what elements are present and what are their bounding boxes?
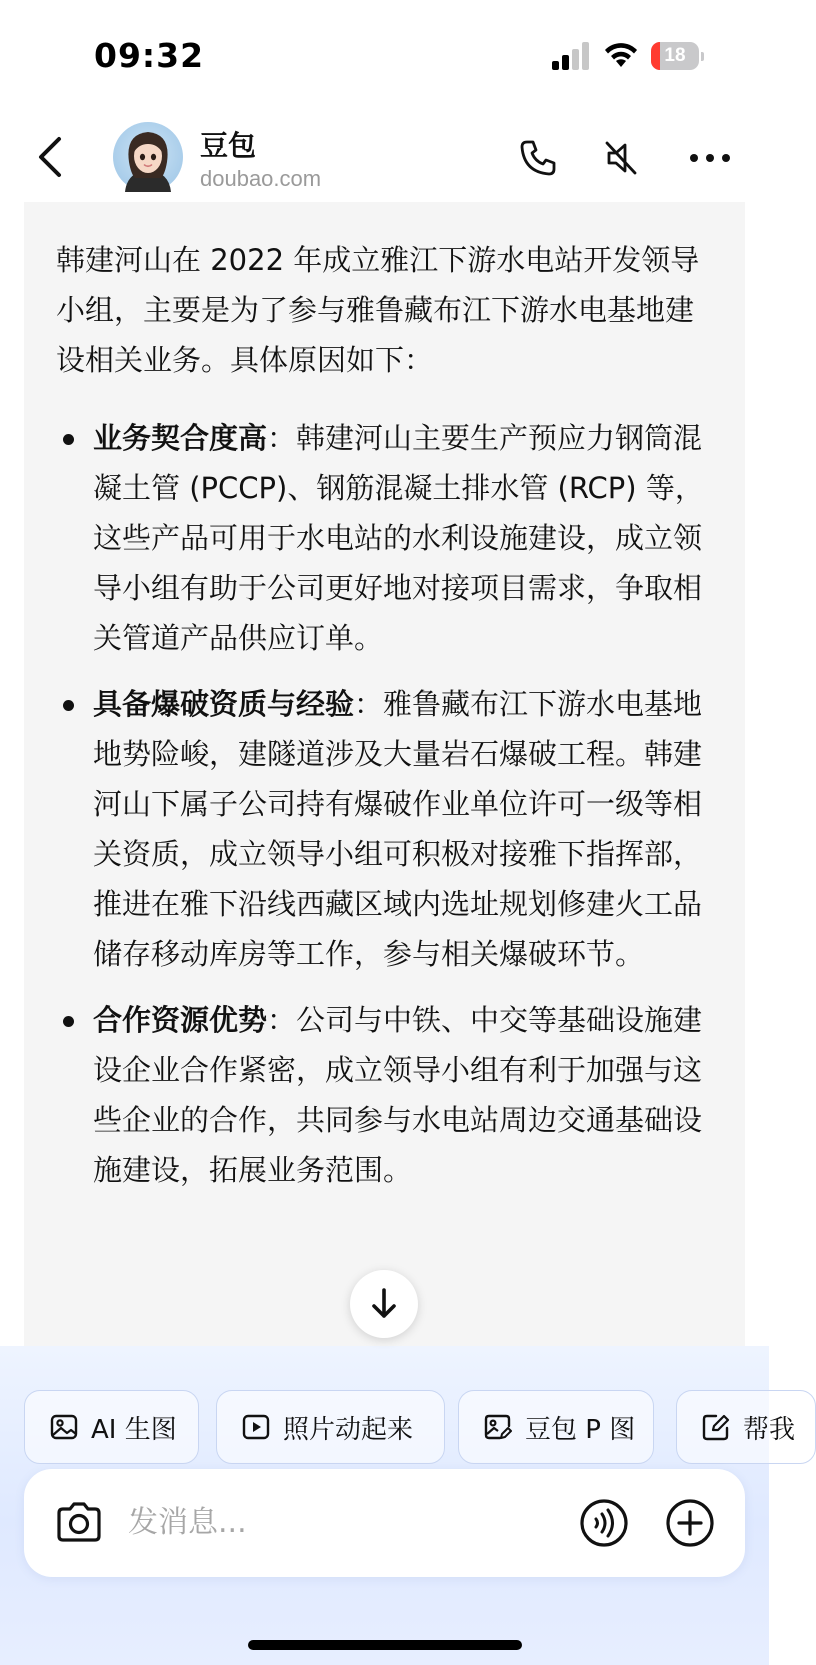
mute-icon [601,137,641,179]
chat-header [0,110,769,202]
battery-indicator [651,42,703,70]
image-icon [50,1413,78,1441]
cellular-signal-icon [552,42,592,70]
plus-circle-icon [665,1498,715,1548]
avatar-girl-icon [113,122,183,192]
scroll-to-bottom-button[interactable] [350,1270,418,1338]
camera-button[interactable] [54,1499,104,1545]
list-item [60,413,720,663]
bullet-dot [63,434,74,445]
bullet-title: 具备爆破资质与经验 [93,687,355,721]
edit-image-icon [484,1413,512,1441]
quick-action-row [24,1390,796,1466]
voice-input-button[interactable] [578,1497,630,1549]
list-item [60,995,720,1195]
bullet-title: 业务契合度高 [93,421,268,455]
chip-label: 豆包 P 图 [525,1414,636,1445]
bot-name: 豆包 [200,129,257,162]
list-item [60,679,720,979]
back-button[interactable] [30,132,70,182]
quick-action-help-me[interactable] [676,1390,816,1464]
message-input[interactable] [128,1491,558,1553]
pen-icon [702,1413,730,1441]
bullet-text: ：公司与中铁、中交等基础设施建设企业合作紧密，成立领导小组有利于加强与这些企业的合作，共同参与水电站周边交通基础设施建设，拓展业务范围。 [93,1003,703,1187]
quick-action-doubao-p-image[interactable] [458,1390,654,1464]
message-bullet-list [60,413,720,1211]
bullet-text: ：雅鲁藏布江下游水电基地地势险峻，建隧道涉及大量岩石爆破工程。韩建河山下属子公司持有爆破作业单位许可一级等相关资质，成立领导小组可积极对接雅下指挥部，推进在雅下沿线西藏区域内选址规划修建火工品储存移动库房等工作，参与相关爆破环节。 [93,687,703,971]
bot-domain: doubao.com [200,166,322,191]
quick-action-animate-photo[interactable] [216,1390,445,1464]
camera-icon [55,1501,103,1543]
message-composer [24,1469,745,1577]
wifi-icon [603,40,639,70]
more-button[interactable] [686,134,734,182]
chip-label: 照片动起来 [283,1414,414,1445]
arrow-down-icon [369,1287,399,1321]
phone-icon [518,138,558,178]
bullet-dot [63,700,74,711]
bullet-text: ：韩建河山主要生产预应力钢筒混凝土管 (PCCP)、钢筋混凝土排水管 (RCP) 等，这些产品可用于水电站的水利设施建设，成立领导小组有助于公司更好地对接项目需求，争取相关管道产品供应订单。 [93,421,704,655]
status-time: 09:32 [94,36,205,75]
call-button[interactable] [514,134,562,182]
battery-level: 18 [664,45,686,66]
bot-avatar[interactable] [113,122,183,192]
play-icon [242,1413,270,1441]
more-icon [689,152,731,164]
message-intro: 韩建河山在 2022 年成立雅江下游水电站开发领导小组，主要是为了参与雅鲁藏布江下游水电基地建设相关业务。具体原因如下： [56,243,700,377]
quick-action-ai-image[interactable] [24,1390,199,1464]
chip-label: AI 生图 [91,1414,177,1445]
chevron-left-icon [35,135,65,179]
home-indicator[interactable] [248,1640,522,1650]
voice-wave-icon [579,1498,629,1548]
bullet-dot [63,1016,74,1027]
bullet-title: 合作资源优势 [93,1003,268,1037]
add-attachment-button[interactable] [664,1497,716,1549]
mute-button[interactable] [597,134,645,182]
chip-label: 帮我 [743,1414,796,1445]
status-bar [0,0,769,110]
